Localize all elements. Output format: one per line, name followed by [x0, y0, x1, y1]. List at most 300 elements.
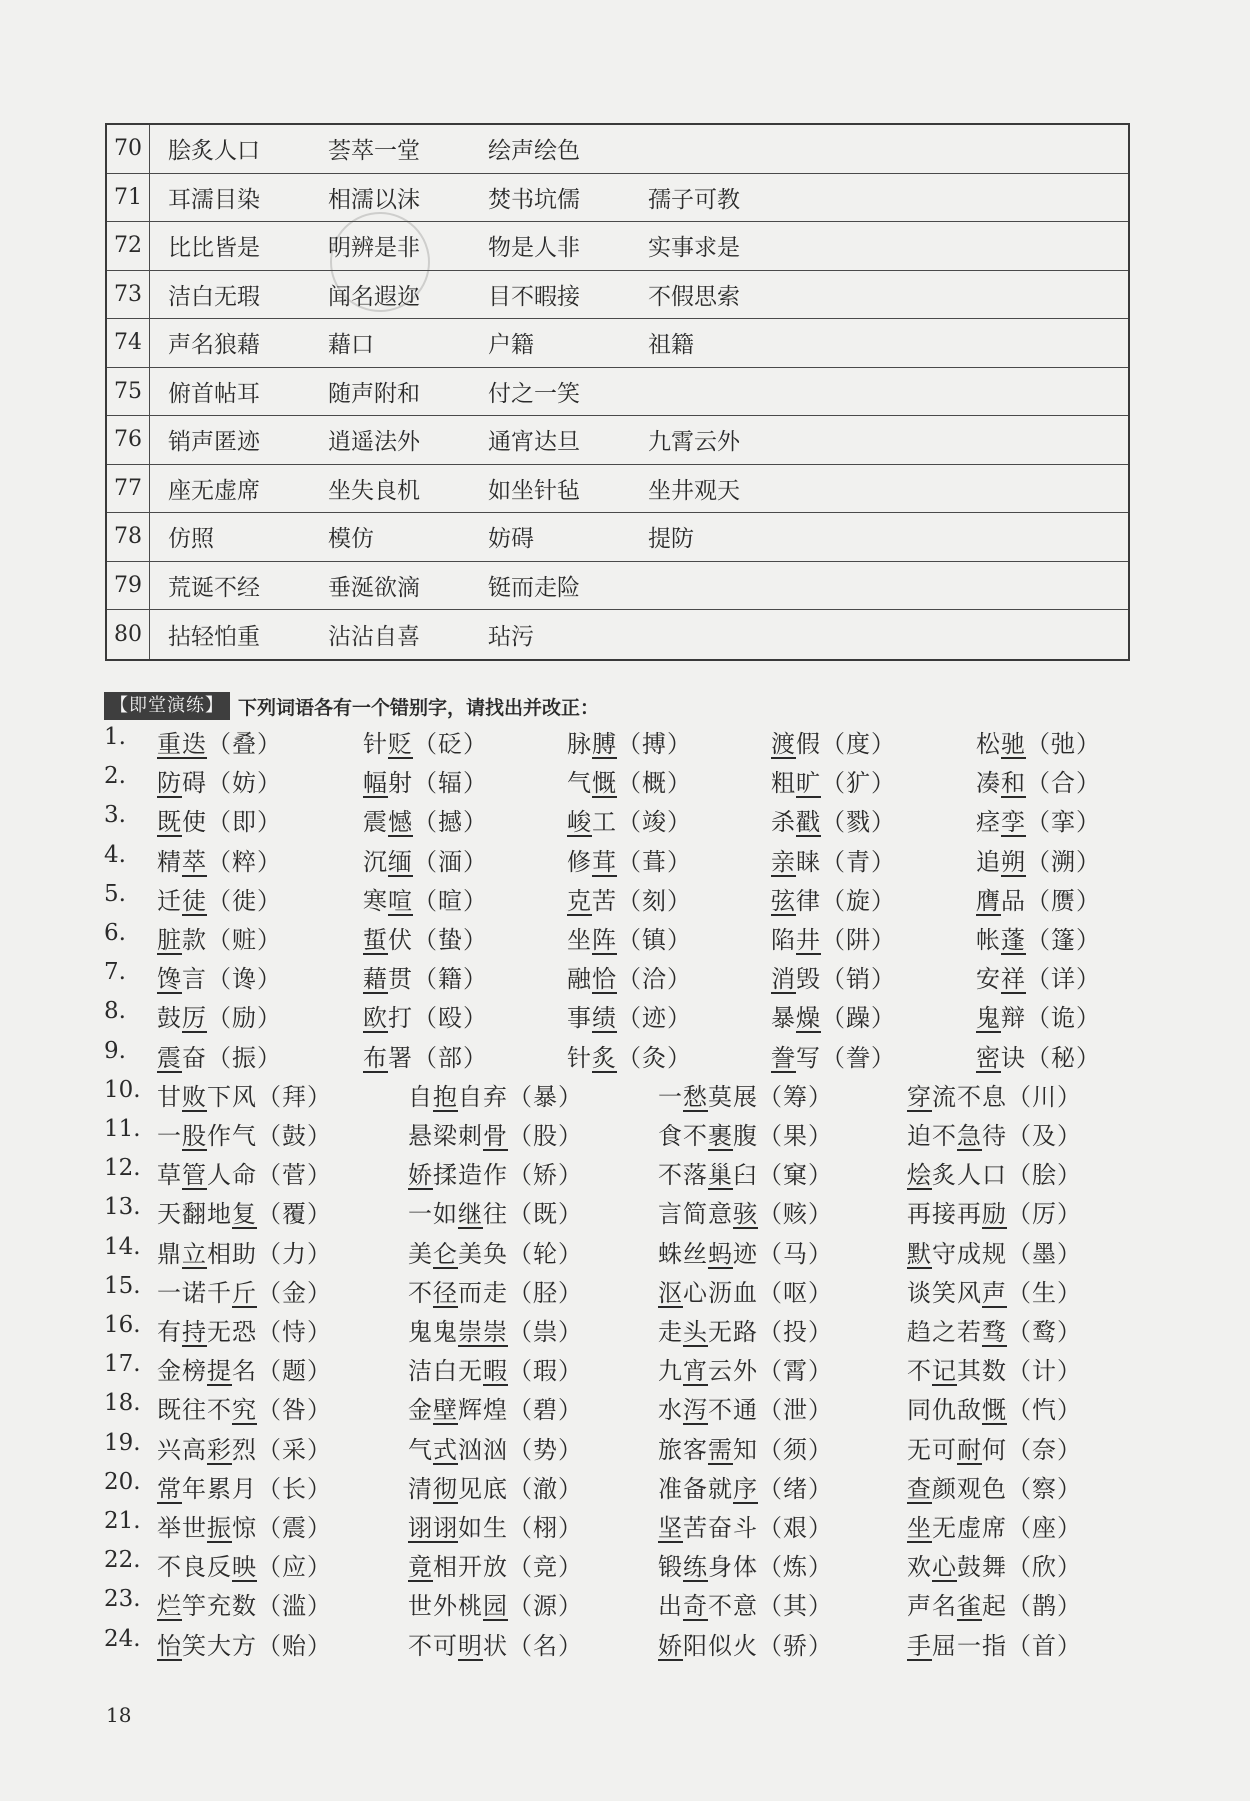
table-cell: 闻名遐迩 [328, 283, 420, 310]
correction: （厉） [1007, 1200, 1082, 1229]
table-row [107, 319, 1128, 368]
wrong-char: 骇 [733, 1200, 758, 1229]
wrong-char: 馋 [157, 965, 182, 994]
word-part: 一 [157, 1122, 182, 1150]
wrong-char: 练 [683, 1553, 708, 1582]
correction: （其） [758, 1592, 833, 1621]
row-number: 80 [107, 610, 150, 659]
correction: （溯） [1026, 847, 1101, 876]
row-number: 78 [107, 513, 150, 561]
wrong-char: 彻 [433, 1474, 458, 1503]
wrong-char: 怡 [157, 1631, 182, 1660]
exercise-item [976, 724, 1101, 759]
correction: （金） [257, 1278, 332, 1307]
correction: （覆） [257, 1200, 332, 1229]
correction: （咎） [257, 1396, 332, 1425]
wrong-char: 心 [932, 1553, 957, 1582]
exercise-item [157, 1273, 332, 1308]
wrong-char: 奇 [683, 1592, 708, 1621]
word-part: 守成规 [932, 1239, 1007, 1268]
exercise-number: 1. [104, 724, 126, 750]
word-part: 状 [483, 1631, 508, 1660]
word-part: 无恐 [207, 1318, 257, 1346]
correction: （股） [508, 1122, 583, 1150]
word-part: 洁白无 [408, 1357, 483, 1386]
word-part: 寒 [363, 886, 388, 915]
word-part: 律 [796, 886, 821, 915]
exercise-row [0, 1547, 1250, 1586]
table-cell: 随声附和 [328, 380, 420, 407]
table-row [107, 368, 1128, 417]
wrong-char: 烂 [157, 1592, 182, 1621]
table-cell: 坐失良机 [328, 477, 420, 504]
word-part: 悬梁刺 [408, 1122, 483, 1150]
wrong-char: 驰 [1001, 730, 1026, 758]
table-row [107, 562, 1128, 611]
exercise-row [0, 1508, 1250, 1547]
wrong-char: 燥 [796, 1004, 821, 1033]
word-part: 款 [182, 926, 207, 954]
correction: （拜） [257, 1082, 332, 1111]
exercise-number: 2. [104, 763, 126, 790]
correction: （洽） [617, 965, 692, 994]
row-number: 75 [107, 368, 150, 416]
table-cell: 如坐针毡 [488, 477, 580, 504]
word-part: 人命 [207, 1161, 257, 1190]
correction: （殴） [413, 1004, 488, 1033]
correction: （刻） [617, 886, 692, 915]
exercise-item [658, 1626, 833, 1661]
correction: （力） [257, 1239, 332, 1268]
correction: （暄） [413, 886, 488, 915]
exercise-item [157, 1116, 332, 1151]
exercise-item [363, 920, 488, 955]
word-part: 奋 [182, 1043, 207, 1072]
word-part: 揉造作 [433, 1161, 508, 1190]
exercise-item [157, 1508, 332, 1543]
correction: （墨） [1007, 1239, 1082, 1268]
correction: （合） [1026, 769, 1101, 798]
word-part: 美 [408, 1239, 433, 1268]
correction: （霄） [758, 1357, 833, 1386]
wrong-char: 厉 [182, 1004, 207, 1033]
exercise-item [907, 1351, 1082, 1386]
exercise-header [104, 692, 599, 720]
correction: （澈） [508, 1474, 583, 1503]
exercise-row [0, 920, 1250, 959]
table-cell: 不假思索 [648, 283, 740, 310]
table-row [107, 416, 1128, 465]
correction: （躁） [821, 1004, 896, 1033]
row-number: 73 [107, 271, 150, 319]
word-part: 再接再 [907, 1200, 982, 1229]
table-cell: 户籍 [488, 332, 534, 359]
exercise-number: 6. [104, 920, 126, 946]
exercise-item [157, 1155, 332, 1190]
correction: （部） [413, 1043, 488, 1072]
exercise-item [363, 881, 488, 916]
correction: （湎） [413, 847, 488, 876]
correction: （泄） [758, 1396, 833, 1425]
correction: （鼓） [257, 1122, 332, 1150]
wrong-char: 茸 [592, 847, 617, 876]
correction: （矫） [508, 1161, 583, 1190]
correction: （长） [257, 1474, 332, 1503]
table-cell: 藉口 [328, 332, 374, 359]
row-number: 71 [107, 174, 150, 222]
exercise-row [0, 1430, 1250, 1469]
correction: （骄） [758, 1631, 833, 1660]
wrong-char: 式 [433, 1435, 458, 1464]
exercise-item [771, 1038, 896, 1073]
table-cell: 座无虚席 [168, 477, 260, 504]
word-part: 云外 [708, 1357, 758, 1386]
word-part: 鼎 [157, 1239, 182, 1268]
exercise-item [363, 998, 488, 1033]
correction: （恃） [257, 1318, 332, 1346]
word-part: 凑 [976, 769, 1001, 798]
word-part: 陷 [771, 926, 796, 954]
word-part: 沉 [363, 847, 388, 876]
exercise-item [658, 1312, 833, 1347]
wrong-char: 巢 [708, 1161, 733, 1190]
word-part: 不意 [708, 1592, 758, 1621]
word-part: 无虚席 [932, 1514, 1007, 1542]
wrong-char: 序 [733, 1474, 758, 1503]
table-cell: 孺子可教 [648, 186, 740, 213]
table-row [107, 125, 1128, 174]
table-cell: 逍遥法外 [328, 429, 420, 456]
word-part: 融 [567, 965, 592, 994]
wrong-char: 阵 [592, 926, 617, 954]
table-cell: 脍炙人口 [168, 138, 260, 165]
wrong-char: 记 [932, 1357, 957, 1386]
correction: （贻） [257, 1631, 332, 1660]
correction: （既） [508, 1200, 583, 1229]
wrong-char: 欧 [363, 1004, 388, 1033]
exercise-item [567, 959, 692, 994]
word-part: 食不 [658, 1122, 708, 1150]
table-cell: 玷污 [488, 623, 534, 650]
exercise-item [771, 920, 896, 955]
exercise-item [658, 1508, 833, 1543]
correction: （篷） [1026, 926, 1101, 954]
word-part: 年累月 [182, 1474, 257, 1503]
exercise-item [658, 1234, 833, 1269]
word-part: 同仇敌 [907, 1396, 982, 1425]
correction: （菅） [257, 1161, 332, 1190]
exercise-row [0, 1273, 1250, 1312]
word-part: 臼 [733, 1161, 758, 1190]
word-part: 有 [157, 1318, 182, 1346]
table-cell: 洁白无瑕 [168, 283, 260, 310]
word-part: 声名 [907, 1592, 957, 1621]
correction: （暴） [508, 1082, 583, 1111]
word-part: 旅客 [658, 1435, 708, 1464]
word-part: 无可 [907, 1435, 957, 1464]
wrong-char: 愁 [683, 1082, 708, 1111]
wrong-char: 誊 [771, 1043, 796, 1072]
correction: （妨） [207, 769, 282, 798]
exercise-item [976, 842, 1101, 877]
correction: （奈） [1007, 1435, 1082, 1464]
exercise-number: 7. [104, 959, 126, 986]
exercise-item [408, 1351, 583, 1386]
exercise-row [0, 842, 1250, 881]
wrong-char: 败 [182, 1082, 207, 1111]
word-part: 阳似火 [683, 1631, 758, 1660]
word-part: 震 [363, 808, 388, 837]
correction: （竣） [617, 808, 692, 837]
correction: （誊） [821, 1043, 896, 1072]
exercise-item [157, 1547, 332, 1582]
exercise-item [658, 1547, 833, 1582]
wrong-char: 壁 [433, 1396, 458, 1425]
correction: （筹） [758, 1082, 833, 1111]
table-cell: 妨碍 [488, 526, 534, 553]
exercise-number: 22. [104, 1547, 141, 1574]
correction: （概） [617, 769, 692, 798]
exercise-number: 13. [104, 1194, 141, 1221]
exercise-row [0, 998, 1250, 1037]
wrong-char: 暇 [483, 1357, 508, 1386]
exercise-item [363, 802, 488, 837]
exercise-item [907, 1586, 1082, 1621]
word-part: 坐 [567, 926, 592, 954]
word-part: 无路 [708, 1318, 758, 1346]
word-part: 天翻地 [157, 1200, 232, 1229]
wrong-char: 究 [232, 1396, 257, 1425]
exercise-item [567, 881, 692, 916]
exercise-item [363, 763, 488, 798]
exercise-number: 17. [104, 1351, 141, 1378]
correction: （镇） [617, 926, 692, 954]
row-number: 70 [107, 125, 150, 173]
table-cell: 垂涎欲滴 [328, 574, 420, 601]
exercise-item [157, 1194, 332, 1229]
correction: （源） [508, 1592, 583, 1621]
word-part: 惊 [232, 1514, 257, 1542]
wrong-char: 裹 [708, 1122, 733, 1150]
exercise-number: 9. [104, 1037, 126, 1064]
exercise-number: 20. [104, 1468, 141, 1495]
correction: （势） [508, 1435, 583, 1464]
exercise-item [157, 1430, 332, 1465]
wrong-char: 恰 [592, 965, 617, 994]
table-cell: 提防 [648, 526, 694, 553]
correction: （脍） [1007, 1161, 1082, 1190]
table-cell: 目不暇接 [488, 283, 580, 310]
word-part: 作气 [207, 1122, 257, 1150]
word-part: 下风 [207, 1082, 257, 1111]
exercise-item [907, 1116, 1082, 1151]
word-part: 欢 [907, 1553, 932, 1582]
exercise-row [0, 1469, 1250, 1508]
wrong-char: 骨 [483, 1122, 508, 1150]
table-cell: 拈轻怕重 [168, 623, 260, 650]
exercise-item [658, 1077, 833, 1112]
exercise-item [408, 1508, 583, 1543]
exercise-item [157, 842, 282, 877]
correction: （振） [207, 1043, 282, 1072]
exercise-item [907, 1077, 1082, 1112]
correction: （粹） [207, 847, 282, 876]
correction: （窠） [758, 1161, 833, 1190]
word-part: 不 [907, 1357, 932, 1386]
exercise-row [0, 802, 1250, 841]
exercise-item [976, 881, 1101, 916]
correction: （搏） [617, 730, 692, 758]
correction: （砭） [413, 730, 488, 758]
word-part: 言 [182, 965, 207, 994]
word-part: 追 [976, 847, 1001, 876]
wrong-char: 崇崇 [458, 1318, 508, 1346]
correction: （即） [207, 808, 282, 837]
word-part: 伏 [388, 926, 413, 954]
word-part: 烈 [232, 1435, 257, 1464]
wrong-char: 亲 [771, 847, 796, 876]
wrong-char: 防 [157, 769, 182, 798]
correction: （秘） [1026, 1043, 1101, 1072]
exercise-item [567, 724, 692, 759]
row-number: 77 [107, 465, 150, 513]
exercise-number: 11. [104, 1116, 141, 1142]
wrong-char: 喧 [388, 886, 413, 915]
exercise-item [157, 959, 282, 994]
exercise-item [157, 1469, 332, 1504]
wrong-char: 耐 [957, 1435, 982, 1464]
table-cell: 实事求是 [648, 235, 740, 262]
exercise-item [408, 1194, 583, 1229]
correction: （碧） [508, 1396, 583, 1425]
exercise-item [157, 1351, 332, 1386]
table-row [107, 174, 1128, 223]
correction: （戮） [821, 808, 896, 837]
word-part: 迫不 [907, 1122, 957, 1150]
wrong-char: 戳 [796, 808, 821, 837]
word-part: 金 [408, 1396, 433, 1425]
exercise-row [0, 763, 1250, 802]
word-part: 水 [658, 1396, 683, 1425]
correction: （滥） [257, 1592, 332, 1621]
word-part: 相开放 [433, 1553, 508, 1582]
word-part: 使 [182, 808, 207, 837]
word-part: 辩 [1001, 1004, 1026, 1033]
table-cell: 绘声绘色 [488, 138, 580, 165]
wrong-char: 炙 [592, 1043, 617, 1072]
word-part: 身体 [708, 1553, 758, 1582]
wrong-char: 蚂 [708, 1239, 733, 1268]
wrong-char: 密 [976, 1043, 1001, 1072]
word-part: 腹 [733, 1122, 758, 1150]
word-part: 美奂 [458, 1239, 508, 1268]
exercise-item [408, 1626, 583, 1661]
wrong-char: 坐 [907, 1514, 932, 1542]
word-part: 既往不 [157, 1396, 232, 1425]
word-part: 安 [976, 965, 1001, 994]
exercise-item [157, 1077, 332, 1112]
word-part: 而走 [458, 1278, 508, 1307]
exercise-item [157, 998, 282, 1033]
exercise-item [658, 1273, 833, 1308]
exercise-item [363, 959, 488, 994]
word-part: 莫展 [708, 1082, 758, 1111]
exercise-item [907, 1312, 1082, 1347]
table-cell: 模仿 [328, 526, 374, 553]
wrong-char: 彩 [207, 1435, 232, 1464]
word-part: 往 [483, 1200, 508, 1229]
correction: （详） [1026, 965, 1101, 994]
exercise-number: 23. [104, 1586, 141, 1613]
wrong-char: 慨 [592, 769, 617, 798]
wrong-char: 慨 [982, 1396, 1007, 1425]
word-part: 竽充数 [182, 1592, 257, 1621]
correction: （应） [257, 1553, 332, 1582]
word-part: 脉 [567, 730, 592, 758]
word-part: 气 [408, 1435, 433, 1464]
exercise-item [157, 920, 282, 955]
wrong-char: 穿 [907, 1082, 932, 1111]
table-cell: 焚书坑儒 [488, 186, 580, 213]
table-row [107, 222, 1128, 271]
table-row [107, 513, 1128, 562]
exercise-item [408, 1273, 583, 1308]
wrong-char: 旷 [796, 769, 821, 798]
table-cell: 明辨是非 [328, 235, 420, 262]
wrong-char: 克 [567, 886, 592, 915]
word-part: 心沥血 [683, 1278, 758, 1307]
correction: （马） [758, 1239, 833, 1268]
exercise-item [408, 1155, 583, 1190]
word-part: 修 [567, 847, 592, 876]
exercise-item [567, 842, 692, 877]
wrong-char: 雀 [957, 1592, 982, 1621]
wrong-char: 竟 [408, 1553, 433, 1582]
exercise-number: 10. [104, 1076, 141, 1103]
word-part: 见底 [458, 1474, 508, 1503]
exercise-item [907, 1626, 1082, 1661]
exercise-number: 15. [104, 1272, 141, 1299]
wrong-char: 脏 [157, 926, 182, 954]
exercise-item [771, 802, 896, 837]
exercise-item [157, 1234, 332, 1269]
table-cell: 物是人非 [488, 235, 580, 262]
word-part: 其数 [957, 1357, 1007, 1386]
exercise-item [157, 1626, 332, 1661]
word-part: 气 [567, 769, 592, 798]
correction: （赃） [207, 926, 282, 954]
wrong-char: 仑 [433, 1239, 458, 1268]
word-part: 工 [592, 808, 617, 837]
wrong-char: 常 [157, 1474, 182, 1503]
exercise-item [976, 998, 1101, 1033]
wrong-char: 泻 [683, 1396, 708, 1425]
exercise-item [658, 1116, 833, 1151]
word-part: 杀 [771, 808, 796, 837]
wrong-char: 蓬 [1001, 926, 1026, 954]
exercise-item [363, 1038, 488, 1073]
exercise-item [976, 763, 1101, 798]
correction: （赝） [1026, 886, 1101, 915]
wrong-char: 径 [433, 1278, 458, 1307]
wrong-char: 声 [982, 1278, 1007, 1307]
wrong-char: 明 [458, 1631, 483, 1660]
exercise-row [0, 1390, 1250, 1429]
exercise-row [0, 959, 1250, 998]
exercise-item [771, 959, 896, 994]
word-part: 贯 [388, 965, 413, 994]
word-part: 一如 [408, 1200, 458, 1229]
